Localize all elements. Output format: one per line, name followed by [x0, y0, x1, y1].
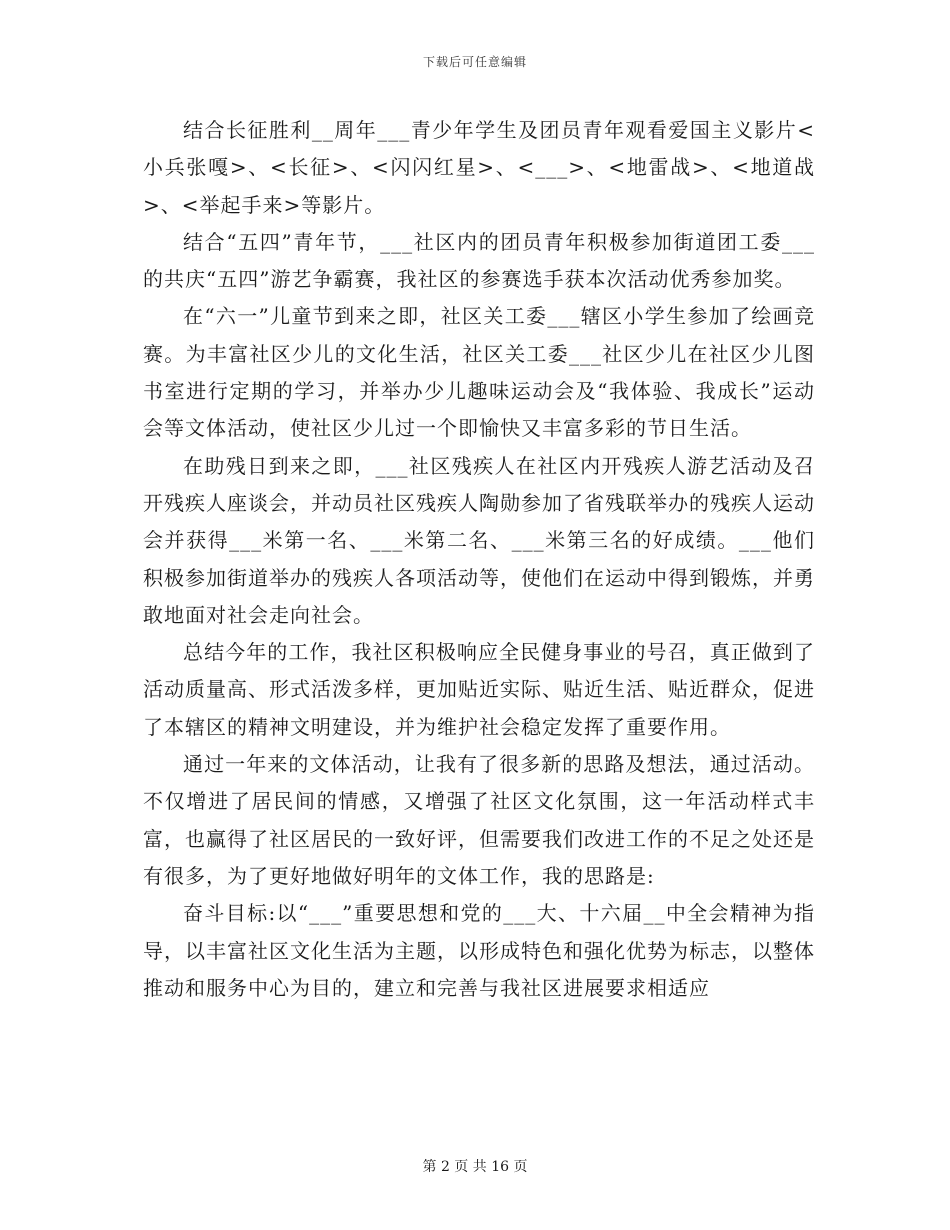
page-header-note: 下载后可任意编辑	[422, 55, 527, 69]
paragraph-disability-day: 在助残日到来之即，___社区残疾人在社区内开残疾人游艺活动及召开残疾人座谈会，并动员社区残疾人陶勋参加了省残联举办的残疾人运动会并获得___米第一名、___米第二名、___米第三名的好成绩。___他们积极参加街道举办的残疾人各项活动等，使他们在运动中得到锻炼，并勇敢地面对社会走向社会。	[143, 453, 815, 627]
page-number-footer: 第 2 页 共 16 页	[422, 1159, 528, 1175]
paragraph-may-fourth: 结合“五四”青年节，___社区内的团员青年积极参加街道团工委___的共庆“五四”游艺争霸赛，我社区的参赛选手获本次活动优秀参加奖。	[143, 229, 815, 292]
paragraph-long-march-films: 结合长征胜利__周年___青少年学生及团员青年观看爱国主义影片<小兵张嘎>、<长征>、<闪闪红星>、<___>、<地雷战>、<地道战>、<举起手来>等影片。	[143, 118, 815, 217]
document-body	[143, 112, 815, 1007]
paragraph-reflection: 通过一年来的文体活动，让我有了很多新的思路及想法，通过活动。不仅增进了居民间的情感，又增强了社区文化氛围，这一年活动样式丰富，也赢得了社区居民的一致好评，但需要我们改进工作的不足之处还是有很多，为了更好地做好明年的文体工作，我的思路是:	[143, 752, 815, 888]
paragraph-year-summary: 总结今年的工作，我社区积极响应全民健身事业的号召，真正做到了活动质量高、形式活泼多样，更加贴近实际、贴近生活、贴近群众，促进了本辖区的精神文明建设，并为维护社会稳定发挥了重要作用。	[143, 640, 815, 739]
paragraph-childrens-day: 在“六一”儿童节到来之即，社区关工委___辖区小学生参加了绘画竞赛。为丰富社区少儿的文化生活，社区关工委___社区少儿在社区少儿图书室进行定期的学习，并举办少儿趣味运动会及“我体验、我成长”运动会等文体活动，使社区少儿过一个即愉快又丰富多彩的节日生活。	[143, 304, 815, 441]
paragraph-goals: 奋斗目标:以“___”重要思想和党的___大、十六届__中全会精神为指导，以丰富社区文化生活为主题，以形成特色和强化优势为标志，以整体推动和服务中心为目的，建立和完善与我社区进展要求相适应	[143, 901, 815, 1000]
